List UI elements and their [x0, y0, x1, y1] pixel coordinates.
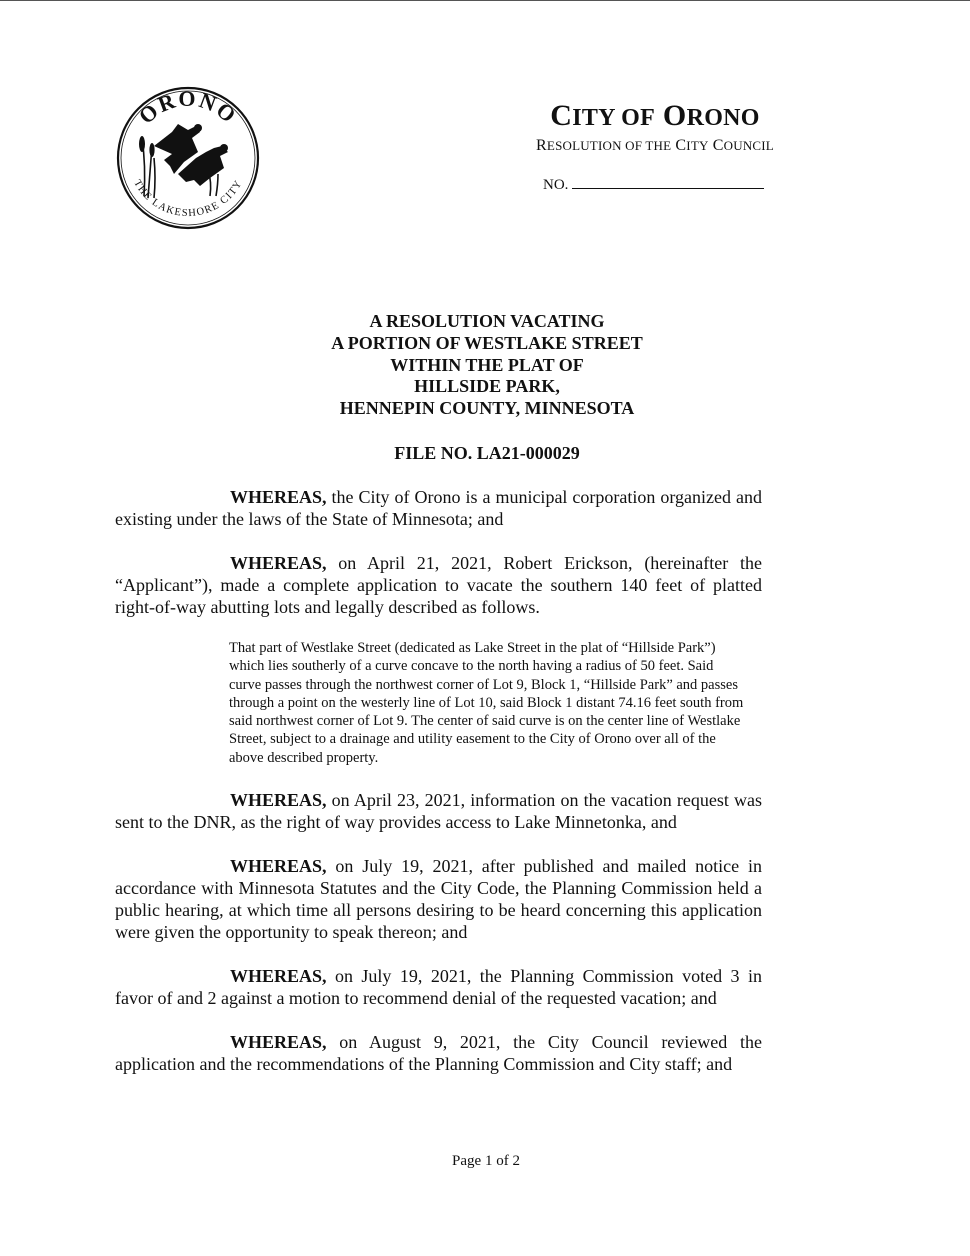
resolution-title: [300, 311, 674, 420]
title-line: HENNEPIN COUNTY, MINNESOTA: [339, 398, 635, 419]
whereas-paragraph: WHEREAS, on July 19, 2021, after published and mailed notice in accordance with Minnesota Statutes and the City Code, the Planning Commission held a public hearing, at which time all persons desiring to be heard concerning this application were given the opportunity to speak thereon; and: [115, 856, 762, 942]
resolution-number-field: [543, 173, 764, 195]
svg-text:ORONO: [134, 86, 243, 129]
document-header: [500, 98, 810, 156]
whereas-paragraph: WHEREAS, on July 19, 2021, the Planning Commission voted 3 in favor of and 2 against a motion to recommend denial of the requested vacation; and: [115, 966, 762, 1008]
title-line: A PORTION OF WESTLAKE STREET: [331, 332, 643, 353]
legal-description: That part of Westlake Street (dedicated as Lake Street in the plat of “Hillside Park”) which lies southerly of a curve concave to the north having a radius of 50 feet. Said curve passes through the northwest corner of Lot 9, Block 1, “Hillside Park” and passes through a point on the westerly line of Lot 10, said Block 1 distant 74.16 feet south from said northwest corner of Lot 9. The center of said curve is on the center line of Westlake Street, subject to a drainage and utility easement to the City of Orono over all of the above described property.: [229, 640, 744, 766]
document-subtitle: RESOLUTION OF THE CITY COUNCIL: [536, 137, 774, 154]
ducks-icon: [154, 124, 228, 186]
title-line: HILLSIDE PARK,: [414, 376, 560, 397]
whereas-paragraph: WHEREAS, on April 21, 2021, Robert Erickson, (hereinafter the “Applicant”), made a complete application to vacate the southern 140 feet of platted right-of-way abutting lots and legally described as follows.: [115, 553, 762, 617]
whereas-paragraph: WHEREAS, on August 9, 2021, the City Council reviewed the application and the recommendations of the Planning Commission and City staff; and: [115, 1032, 762, 1074]
file-number: FILE NO. LA21-000029: [394, 443, 580, 463]
seal-top-text: ORONO: [133, 86, 243, 129]
page-number: Page 1 of 2: [452, 1153, 520, 1169]
city-title: CITY OF ORONO: [550, 99, 760, 132]
page-top-rule: [0, 0, 970, 1]
svg-text:THE LAKESHORE CITY: [131, 178, 245, 219]
resolution-number-label: NO.: [543, 177, 569, 193]
title-line: A RESOLUTION VACATING: [369, 311, 605, 331]
whereas-paragraph: WHEREAS, the City of Orono is a municipal corporation organized and existing under the laws of the State of Minnesota; and: [115, 487, 762, 529]
city-seal-logo: [114, 86, 262, 230]
seal-bottom-text: THE LAKESHORE CITY: [131, 178, 245, 220]
cattail-icon: [139, 136, 155, 157]
resolution-number-blank: [572, 173, 764, 189]
whereas-paragraph: WHEREAS, on April 23, 2021, information on the vacation request was sent to the DNR, as the right of way provides access to Lake Minnetonka, and: [115, 790, 762, 832]
title-line: WITHIN THE PLAT OF: [390, 354, 584, 375]
